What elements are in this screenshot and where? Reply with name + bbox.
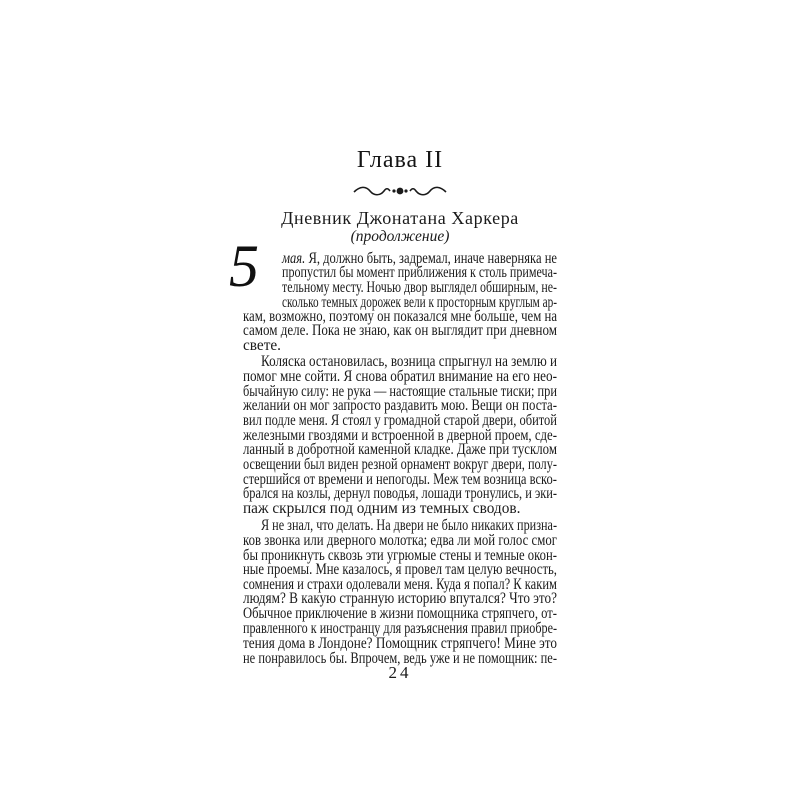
- text-line: стершийся от времени и непогоды. Меж тем возница вско-: [243, 470, 557, 488]
- diary-title: Дневник Джонатана Харкера: [281, 208, 519, 228]
- text-line: бы проникнуть сквозь эти угрюмые стены и темные окон-: [243, 546, 557, 564]
- text-line: брался на козлы, дернул поводья, лошади тронулись, и эки-: [243, 484, 558, 502]
- text-line: сколько темных дорожек вели к просторным круглым ар-: [282, 294, 557, 311]
- text-line: желании он мог запросто раздавить мою. Вещи он постa-: [243, 396, 558, 414]
- text-line: освещении был виден резной орнамент вокруг двери, полу-: [243, 455, 557, 473]
- text-line: ков звонка или дверного молотка; едва ли мой голос смог: [243, 532, 558, 550]
- text-line: тельному месту. Ночью двор выглядел обширным, не-: [282, 279, 558, 297]
- entry-date: мая.: [282, 250, 306, 267]
- text-line: самом деле. Пока не знаю, как он выглядит при дневном: [243, 322, 558, 340]
- text-line: помог мне сойти. Я снова обратил внимание на его нео-: [243, 367, 558, 385]
- text-line: бычайную силу: не рука — настоящие стальные тиски; при: [243, 382, 558, 400]
- flourish-icon: [350, 180, 450, 202]
- text-line: железными гвоздями и встроенной в дверной проем, сде-: [243, 426, 558, 444]
- text-line: Я не знал, что делать. На двери не было никаких призна-: [261, 517, 558, 535]
- line-text: Я, должно быть, задремал, иначе наверняка не: [305, 250, 557, 267]
- text-line: правленного к иностранцу для разъяснения правил приобре-: [243, 620, 558, 638]
- drop-cap: 5: [229, 233, 259, 299]
- ornament-divider: [350, 180, 450, 202]
- text-line: вил подле меня. Я стоял у громадной старой двери, обитой: [243, 411, 557, 429]
- text-line: Коляска остановилась, возница спрыгнул на землю и: [261, 352, 558, 370]
- text-line: не понравилось бы. Впрочем, ведь уже и не помощник: пе-: [243, 650, 557, 667]
- diary-subtitle: (продолжение): [350, 228, 450, 245]
- text-line: пропустил бы момент приближения к столь примеча-: [282, 264, 557, 282]
- text-line: тения дома в Лондоне? Помощник стряпчего! Мине это: [243, 635, 557, 653]
- text-line: сомнения и страхи одолевали меня. Куда я попал? К каким: [243, 576, 557, 594]
- page-number: 24: [388, 663, 412, 682]
- text-line: паж скрылся под одним из темных сводов.: [243, 499, 521, 517]
- text-line: ланный в добротной каменной кладке. Даже при тусклом: [243, 440, 557, 458]
- text-line: свете.: [243, 336, 282, 354]
- text-line: людям? В какую странную историю впутался? Что это?: [243, 590, 557, 608]
- text-line: ные проемы. Мне казалось, я провел там целую вечность,: [243, 561, 557, 579]
- chapter-heading: Глава II: [356, 147, 444, 173]
- text-line: кам, возможно, поэтому он показался мне больше, чем на: [243, 308, 558, 326]
- text-line: Обычное приключение в жизни помощника стряпчего, от-: [243, 605, 557, 623]
